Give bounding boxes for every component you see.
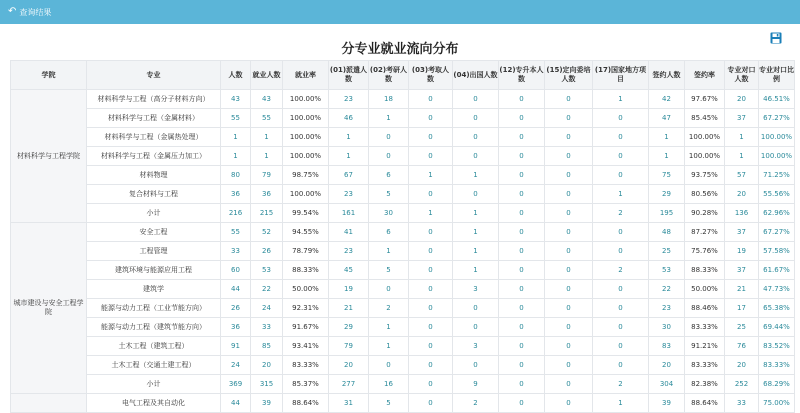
value-cell: 0 [545, 223, 593, 242]
value-cell: 3 [453, 337, 499, 356]
value-cell: 6 [369, 223, 409, 242]
value-cell: 0 [545, 242, 593, 261]
value-cell: 0 [545, 185, 593, 204]
value-cell: 26 [221, 299, 251, 318]
value-cell: 0 [409, 375, 453, 394]
value-cell: 0 [499, 337, 545, 356]
value-cell: 0 [409, 128, 453, 147]
value-cell: 0 [409, 242, 453, 261]
value-cell: 41 [329, 223, 369, 242]
value-cell: 0 [409, 356, 453, 375]
value-cell: 16 [369, 375, 409, 394]
value-cell: 0 [499, 299, 545, 318]
page-title: 分专业就业流向分布 [341, 42, 459, 57]
value-cell: 83.33% [283, 356, 329, 375]
value-cell: 100.00% [283, 128, 329, 147]
value-cell: 0 [593, 128, 649, 147]
value-cell: 37 [725, 109, 759, 128]
value-cell: 47 [649, 109, 685, 128]
value-cell: 0 [499, 394, 545, 413]
value-cell: 0 [453, 299, 499, 318]
value-cell: 68.29% [759, 375, 795, 394]
value-cell: 55 [221, 109, 251, 128]
value-cell: 1 [593, 185, 649, 204]
value-cell: 30 [369, 204, 409, 223]
value-cell: 2 [593, 204, 649, 223]
value-cell: 0 [593, 337, 649, 356]
value-cell: 0 [545, 166, 593, 185]
value-cell: 1 [251, 147, 283, 166]
value-cell: 30 [649, 318, 685, 337]
value-cell: 0 [499, 166, 545, 185]
value-cell: 1 [453, 261, 499, 280]
value-cell: 2 [593, 375, 649, 394]
value-cell: 91.67% [283, 318, 329, 337]
column-header: (15)定向委培人数 [545, 61, 593, 90]
column-header: 学院 [11, 61, 87, 90]
value-cell: 216 [221, 204, 251, 223]
value-cell: 1 [221, 128, 251, 147]
value-cell: 21 [725, 280, 759, 299]
value-cell: 0 [409, 223, 453, 242]
value-cell: 0 [499, 128, 545, 147]
value-cell: 88.64% [283, 394, 329, 413]
value-cell: 39 [649, 394, 685, 413]
value-cell: 0 [593, 280, 649, 299]
value-cell: 33 [251, 318, 283, 337]
subtotal-row [11, 204, 795, 223]
value-cell: 69.44% [759, 318, 795, 337]
value-cell: 195 [649, 204, 685, 223]
value-cell: 36 [221, 185, 251, 204]
value-cell: 9 [453, 375, 499, 394]
value-cell: 0 [409, 280, 453, 299]
value-cell: 37 [725, 223, 759, 242]
college-cell: 城市建设与安全工程学院 [11, 223, 87, 394]
value-cell: 0 [409, 299, 453, 318]
value-cell: 1 [453, 223, 499, 242]
value-cell: 0 [545, 128, 593, 147]
value-cell: 43 [251, 90, 283, 109]
table-row [11, 280, 795, 299]
value-cell: 67.27% [759, 109, 795, 128]
value-cell: 24 [221, 356, 251, 375]
value-cell: 0 [499, 109, 545, 128]
value-cell: 20 [725, 356, 759, 375]
value-cell: 1 [369, 337, 409, 356]
value-cell: 277 [329, 375, 369, 394]
value-cell: 83.33% [759, 356, 795, 375]
value-cell: 0 [545, 375, 593, 394]
value-cell: 1 [221, 147, 251, 166]
value-cell: 25 [725, 318, 759, 337]
value-cell: 0 [545, 147, 593, 166]
value-cell: 23 [329, 185, 369, 204]
value-cell: 0 [369, 280, 409, 299]
value-cell: 20 [725, 90, 759, 109]
value-cell: 0 [499, 356, 545, 375]
column-header: 专业对口人数 [725, 61, 759, 90]
value-cell: 1 [409, 166, 453, 185]
value-cell: 0 [593, 356, 649, 375]
value-cell: 31 [329, 394, 369, 413]
column-header: 专业对口比例 [759, 61, 795, 90]
value-cell: 91.21% [685, 337, 725, 356]
value-cell: 0 [545, 261, 593, 280]
value-cell: 20 [649, 356, 685, 375]
value-cell: 2 [593, 261, 649, 280]
value-cell: 21 [329, 299, 369, 318]
value-cell: 215 [251, 204, 283, 223]
value-cell: 55 [221, 223, 251, 242]
value-cell: 97.67% [685, 90, 725, 109]
value-cell: 0 [499, 280, 545, 299]
value-cell: 36 [221, 318, 251, 337]
table-row [11, 337, 795, 356]
value-cell: 85 [251, 337, 283, 356]
value-cell: 39 [251, 394, 283, 413]
value-cell: 83.33% [685, 318, 725, 337]
value-cell: 0 [409, 90, 453, 109]
value-cell: 0 [453, 147, 499, 166]
major-cell: 小计 [87, 204, 221, 223]
value-cell: 60 [221, 261, 251, 280]
column-header: (03)考取人数 [409, 61, 453, 90]
value-cell: 136 [725, 204, 759, 223]
value-cell: 1 [251, 128, 283, 147]
table-row [11, 299, 795, 318]
save-icon[interactable] [770, 32, 782, 44]
column-header: (12)专升本人数 [499, 61, 545, 90]
value-cell: 6 [369, 166, 409, 185]
value-cell: 52 [251, 223, 283, 242]
value-cell: 0 [409, 261, 453, 280]
value-cell: 47.73% [759, 280, 795, 299]
table-row [11, 394, 795, 413]
value-cell: 53 [649, 261, 685, 280]
value-cell: 29 [649, 185, 685, 204]
value-cell: 50.00% [685, 280, 725, 299]
value-cell: 48 [649, 223, 685, 242]
value-cell: 93.75% [685, 166, 725, 185]
value-cell: 1 [725, 147, 759, 166]
value-cell: 88.64% [685, 394, 725, 413]
column-header: (02)考研人数 [369, 61, 409, 90]
value-cell: 1 [329, 128, 369, 147]
major-cell: 安全工程 [87, 223, 221, 242]
value-cell: 43 [221, 90, 251, 109]
value-cell: 0 [545, 204, 593, 223]
value-cell: 98.75% [283, 166, 329, 185]
value-cell: 33 [725, 394, 759, 413]
value-cell: 80 [221, 166, 251, 185]
value-cell: 83 [649, 337, 685, 356]
value-cell: 0 [409, 109, 453, 128]
value-cell: 0 [409, 394, 453, 413]
column-header: 人数 [221, 61, 251, 90]
value-cell: 88.46% [685, 299, 725, 318]
major-cell: 工程管理 [87, 242, 221, 261]
value-cell: 25 [649, 242, 685, 261]
employment-table [10, 60, 795, 413]
table-row [11, 147, 795, 166]
value-cell: 33 [221, 242, 251, 261]
value-cell: 20 [725, 185, 759, 204]
value-cell: 1 [593, 90, 649, 109]
value-cell: 0 [409, 185, 453, 204]
value-cell: 1 [369, 109, 409, 128]
value-cell: 0 [499, 223, 545, 242]
major-cell: 材料科学与工程（金属压力加工） [87, 147, 221, 166]
value-cell: 57.58% [759, 242, 795, 261]
value-cell: 1 [409, 204, 453, 223]
value-cell: 36 [251, 185, 283, 204]
value-cell: 65.38% [759, 299, 795, 318]
value-cell: 75.76% [685, 242, 725, 261]
value-cell: 78.79% [283, 242, 329, 261]
value-cell: 67.27% [759, 223, 795, 242]
column-header: (04)出国人数 [453, 61, 499, 90]
value-cell: 5 [369, 394, 409, 413]
value-cell: 88.33% [283, 261, 329, 280]
value-cell: 0 [453, 90, 499, 109]
value-cell: 26 [251, 242, 283, 261]
value-cell: 0 [545, 356, 593, 375]
table-row [11, 242, 795, 261]
value-cell: 5 [369, 185, 409, 204]
value-cell: 304 [649, 375, 685, 394]
value-cell: 1 [453, 166, 499, 185]
value-cell: 100.00% [283, 147, 329, 166]
value-cell: 3 [453, 280, 499, 299]
value-cell: 0 [499, 90, 545, 109]
value-cell: 75 [649, 166, 685, 185]
major-cell: 小计 [87, 375, 221, 394]
value-cell: 0 [453, 356, 499, 375]
value-cell: 0 [453, 185, 499, 204]
value-cell: 0 [545, 337, 593, 356]
value-cell: 5 [369, 261, 409, 280]
value-cell: 0 [453, 109, 499, 128]
table-row [11, 223, 795, 242]
table-row [11, 356, 795, 375]
value-cell: 2 [453, 394, 499, 413]
value-cell: 1 [593, 394, 649, 413]
value-cell: 85.37% [283, 375, 329, 394]
value-cell: 83.33% [685, 356, 725, 375]
value-cell: 252 [725, 375, 759, 394]
value-cell: 44 [221, 394, 251, 413]
value-cell: 57 [725, 166, 759, 185]
value-cell: 0 [499, 147, 545, 166]
major-cell: 材料科学与工程（金属材料） [87, 109, 221, 128]
value-cell: 94.55% [283, 223, 329, 242]
major-cell: 复合材料与工程 [87, 185, 221, 204]
value-cell: 92.31% [283, 299, 329, 318]
major-cell: 建筑学 [87, 280, 221, 299]
table-row [11, 109, 795, 128]
value-cell: 90.28% [685, 204, 725, 223]
value-cell: 91 [221, 337, 251, 356]
value-cell: 0 [545, 299, 593, 318]
value-cell: 1 [369, 242, 409, 261]
value-cell: 0 [593, 109, 649, 128]
top-bar [0, 0, 800, 24]
value-cell: 83.52% [759, 337, 795, 356]
value-cell: 19 [329, 280, 369, 299]
table-row [11, 128, 795, 147]
table-row [11, 166, 795, 185]
value-cell: 0 [545, 90, 593, 109]
major-cell: 电气工程及其自动化 [87, 394, 221, 413]
table-row [11, 90, 795, 109]
value-cell: 29 [329, 318, 369, 337]
value-cell: 46.51% [759, 90, 795, 109]
value-cell: 23 [329, 242, 369, 261]
value-cell: 71.25% [759, 166, 795, 185]
value-cell: 100.00% [685, 128, 725, 147]
value-cell: 23 [329, 90, 369, 109]
back-button[interactable] [8, 7, 51, 18]
value-cell: 100.00% [283, 185, 329, 204]
value-cell: 45 [329, 261, 369, 280]
value-cell: 0 [499, 242, 545, 261]
value-cell: 17 [725, 299, 759, 318]
value-cell: 0 [369, 128, 409, 147]
value-cell: 99.54% [283, 204, 329, 223]
value-cell: 0 [409, 337, 453, 356]
value-cell: 1 [649, 128, 685, 147]
value-cell: 82.38% [685, 375, 725, 394]
value-cell: 0 [499, 204, 545, 223]
value-cell: 18 [369, 90, 409, 109]
major-cell: 土木工程（交通土建工程） [87, 356, 221, 375]
table-row [11, 261, 795, 280]
value-cell: 79 [251, 166, 283, 185]
value-cell: 161 [329, 204, 369, 223]
table-header-row [11, 61, 795, 90]
value-cell: 20 [329, 356, 369, 375]
value-cell: 100.00% [759, 147, 795, 166]
value-cell: 22 [251, 280, 283, 299]
value-cell: 93.41% [283, 337, 329, 356]
value-cell: 1 [453, 242, 499, 261]
college-cell: 材料科学与工程学院 [11, 90, 87, 223]
column-header: 就业率 [283, 61, 329, 90]
major-cell: 能源与动力工程（建筑节能方向） [87, 318, 221, 337]
subtotal-row [11, 375, 795, 394]
value-cell: 53 [251, 261, 283, 280]
value-cell: 0 [499, 375, 545, 394]
value-cell: 0 [409, 147, 453, 166]
value-cell: 55 [251, 109, 283, 128]
value-cell: 0 [499, 318, 545, 337]
value-cell: 0 [593, 242, 649, 261]
value-cell: 55.56% [759, 185, 795, 204]
value-cell: 61.67% [759, 261, 795, 280]
value-cell: 100.00% [283, 90, 329, 109]
value-cell: 19 [725, 242, 759, 261]
value-cell: 0 [593, 299, 649, 318]
college-cell [11, 394, 87, 413]
major-cell: 建筑环境与能源应用工程 [87, 261, 221, 280]
value-cell: 1 [369, 318, 409, 337]
value-cell: 42 [649, 90, 685, 109]
value-cell: 0 [453, 318, 499, 337]
value-cell: 87.27% [685, 223, 725, 242]
major-cell: 材料物理 [87, 166, 221, 185]
value-cell: 0 [453, 128, 499, 147]
major-cell: 土木工程（建筑工程） [87, 337, 221, 356]
value-cell: 0 [409, 318, 453, 337]
value-cell: 0 [545, 109, 593, 128]
value-cell: 0 [545, 280, 593, 299]
major-cell: 材料科学与工程（高分子材料方向） [87, 90, 221, 109]
value-cell: 85.45% [685, 109, 725, 128]
column-header: 签约人数 [649, 61, 685, 90]
value-cell: 76 [725, 337, 759, 356]
value-cell: 79 [329, 337, 369, 356]
column-header: (17)国家地方项目 [593, 61, 649, 90]
value-cell: 46 [329, 109, 369, 128]
value-cell: 0 [593, 318, 649, 337]
value-cell: 22 [649, 280, 685, 299]
value-cell: 0 [545, 318, 593, 337]
value-cell: 24 [251, 299, 283, 318]
value-cell: 100.00% [283, 109, 329, 128]
major-cell: 材料科学与工程（金属热处理） [87, 128, 221, 147]
value-cell: 23 [649, 299, 685, 318]
value-cell: 0 [593, 223, 649, 242]
value-cell: 100.00% [759, 128, 795, 147]
value-cell: 315 [251, 375, 283, 394]
value-cell: 0 [593, 166, 649, 185]
value-cell: 2 [369, 299, 409, 318]
value-cell: 0 [369, 147, 409, 166]
value-cell: 1 [329, 147, 369, 166]
value-cell: 62.96% [759, 204, 795, 223]
column-header: 专业 [87, 61, 221, 90]
value-cell: 0 [545, 394, 593, 413]
value-cell: 1 [725, 128, 759, 147]
value-cell: 0 [499, 185, 545, 204]
value-cell: 1 [453, 204, 499, 223]
value-cell: 20 [251, 356, 283, 375]
back-arrow-icon: ↶ [8, 6, 17, 17]
value-cell: 75.00% [759, 394, 795, 413]
value-cell: 0 [593, 147, 649, 166]
value-cell: 80.56% [685, 185, 725, 204]
value-cell: 88.33% [685, 261, 725, 280]
back-button-label: 查询结果 [19, 7, 52, 17]
value-cell: 0 [499, 261, 545, 280]
column-header: 签约率 [685, 61, 725, 90]
value-cell: 0 [369, 356, 409, 375]
value-cell: 100.00% [685, 147, 725, 166]
column-header: 就业人数 [251, 61, 283, 90]
table-row [11, 185, 795, 204]
value-cell: 67 [329, 166, 369, 185]
value-cell: 369 [221, 375, 251, 394]
table-row [11, 318, 795, 337]
major-cell: 能源与动力工程（工业节能方向） [87, 299, 221, 318]
value-cell: 37 [725, 261, 759, 280]
value-cell: 50.00% [283, 280, 329, 299]
value-cell: 44 [221, 280, 251, 299]
value-cell: 1 [649, 147, 685, 166]
column-header: (01)派遣人数 [329, 61, 369, 90]
